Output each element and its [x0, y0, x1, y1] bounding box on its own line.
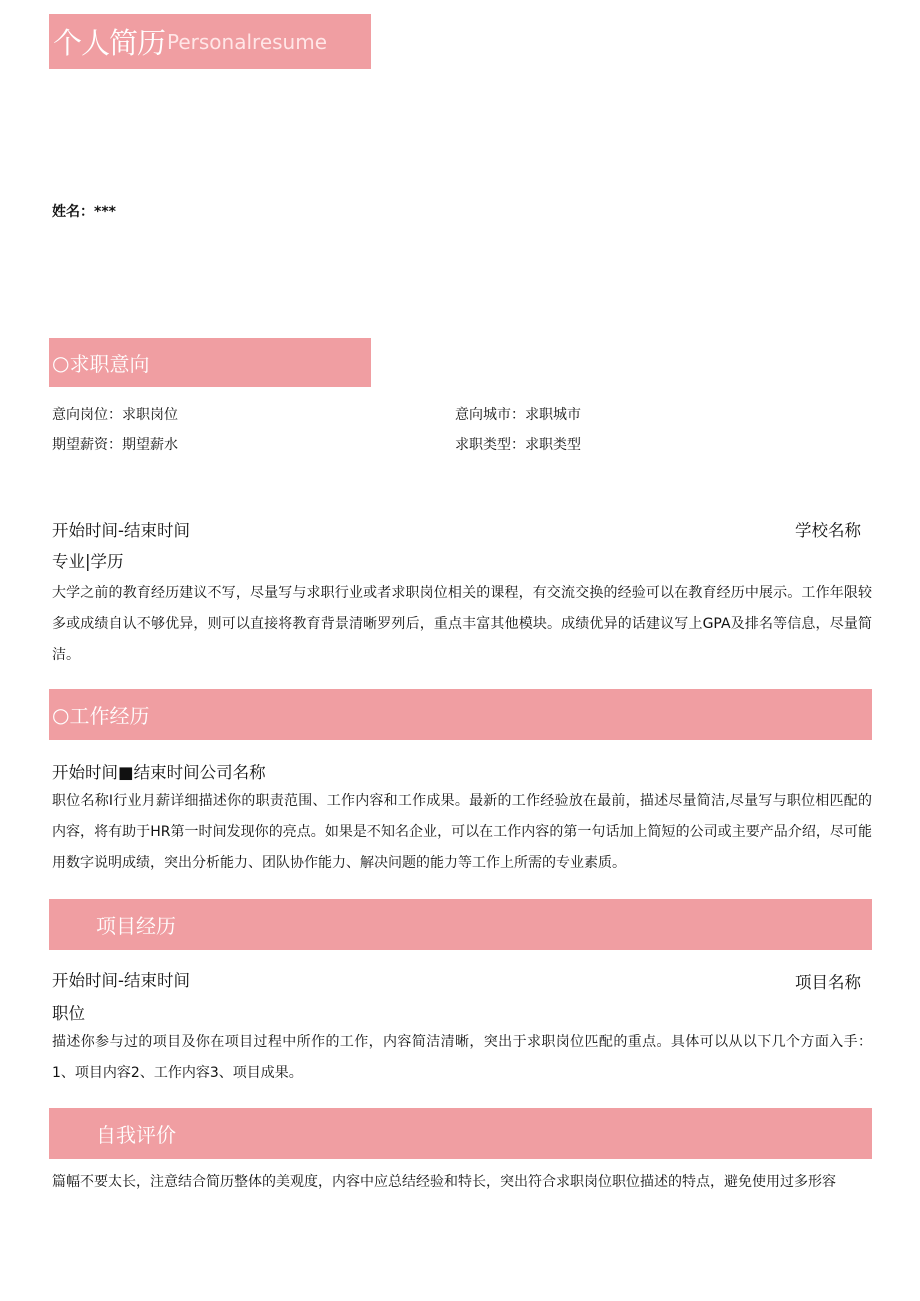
intent-type: 求职类型：求职类型	[455, 437, 581, 453]
work-section-header	[49, 689, 872, 740]
circle-bullet-icon: ○	[52, 702, 70, 727]
intent-salary: 期望薪资：期望薪水	[52, 437, 178, 453]
name-label: 姓名：	[52, 204, 94, 220]
education-major: 专业|学历	[52, 552, 124, 571]
name-row	[52, 201, 116, 221]
work-description: 职位名称I行业月薪详细描述你的职责范围、工作内容和工作成果。最新的工作经验放在最前，描述尽量简洁,尽量写与职位相匹配的内容，将有助于HR第一时间发现你的亮点。如果是不知名企业，可以在工作内容的第一句话加上简短的公司或主要产品介绍，尽可能用数字说明成绩，突出分析能力、团队协作能力、解决问题的能力等工作上所需的专业素质。	[52, 793, 872, 871]
work-heading: 工作经历	[69, 704, 150, 728]
resume-title: 个人简历	[53, 26, 166, 60]
education-time: 开始时间-结束时间	[52, 521, 190, 540]
intent-heading: 求职意向	[69, 352, 150, 376]
project-role: 职位	[52, 1004, 85, 1023]
name-value: ***	[94, 204, 116, 220]
education-school: 学校名称	[795, 521, 861, 540]
self-heading: 自我评价	[96, 1123, 176, 1147]
project-time: 开始时间-结束时间	[52, 971, 190, 990]
self-section-header	[49, 1108, 872, 1159]
intent-position: 意向岗位：求职岗位	[52, 407, 178, 423]
education-description: 大学之前的教育经历建议不写，尽量写与求职行业或者求职岗位相关的课程，有交流交换的经验可以在教育经历中展示。工作年限较多或成绩自认不够优异，则可以直接将教育背景清晰罗列后，重点丰富其他模块。成绩优异的话建议写上GPA及排名等信息，尽量简洁。	[52, 585, 872, 663]
circle-bullet-icon: ○	[52, 350, 70, 375]
intent-city: 意向城市：求职城市	[455, 407, 581, 423]
project-description: 描述你参与过的项目及你在项目过程中所作的工作，内容简洁清晰，突出于求职岗位匹配的重点。具体可以从以下几个方面入手：1、项目内容2、工作内容3、项目成果。	[52, 1034, 872, 1081]
resume-title-en: Personalresume	[167, 29, 328, 54]
self-description: 篇幅不要太长，注意结合简历整体的美观度，内容中应总结经验和特长，突出符合求职岗位职位描述的特点，避免使用过多形容	[52, 1174, 836, 1190]
intent-section-header	[49, 338, 371, 387]
project-section-header	[49, 899, 872, 950]
title-banner	[49, 14, 371, 69]
project-heading: 项目经历	[96, 914, 176, 938]
project-name: 项目名称	[795, 973, 861, 992]
work-time-company: 开始时间■结束时间公司名称	[52, 763, 266, 782]
